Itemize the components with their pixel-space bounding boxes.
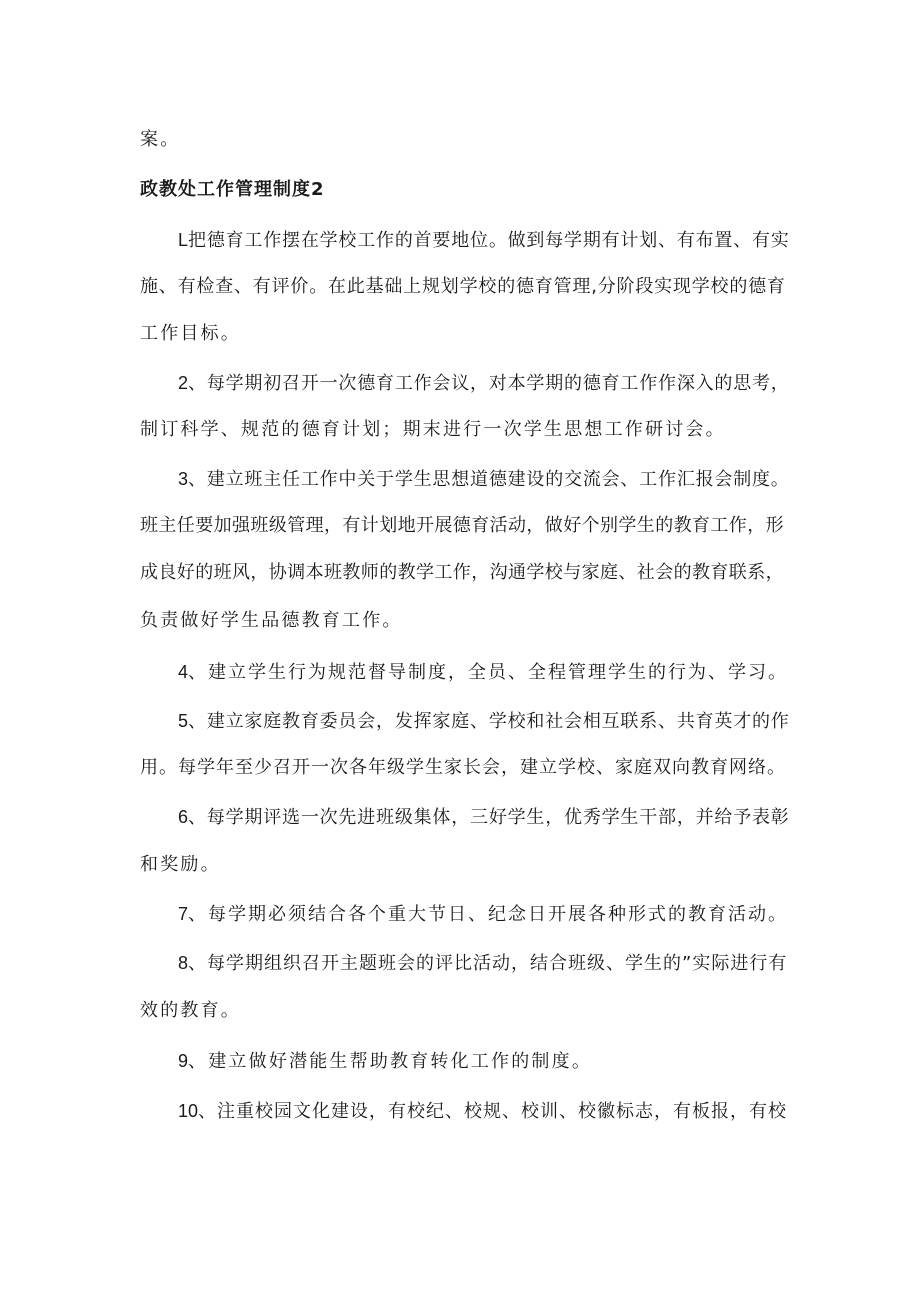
- item-1-line-3: 工作目标。: [140, 323, 241, 344]
- item-number: 5: [178, 711, 189, 731]
- item-text: 、建立家庭教育委员会，发挥家庭、学校和社会相互联系、共育英才的作: [188, 711, 790, 732]
- item-text: 、每学期必须结合各个重大节日、纪念日开展各种形式的教育活动。: [188, 904, 789, 925]
- item-number: 10: [178, 1101, 199, 1121]
- item-6-line-2: 和奖励。: [140, 854, 221, 875]
- item-8-line-2: 效的教育。: [140, 1000, 241, 1021]
- item-text: 、注重校园文化建设，有校纪、校规、校训、校徽标志，有板报，有校: [198, 1101, 788, 1122]
- item-number: 8: [178, 953, 189, 973]
- item-text: 、建立做好潜能生帮助教育转化工作的制度。: [188, 1051, 593, 1072]
- item-number: 9: [178, 1051, 189, 1071]
- section-title: 政教处工作管理制度2: [140, 179, 325, 200]
- item-2-line-1: [178, 371, 790, 396]
- item-3-line-1: [178, 467, 790, 492]
- item-text: 、每学期组织召开主题班会的评比活动，结合班级、学生的”实际进行有: [188, 953, 788, 974]
- item-1-line-1: [178, 228, 790, 253]
- item-3-line-3: 成良好的班风，协调本班教师的教学工作，沟通学校与家庭、社会的教育联系，: [140, 562, 784, 583]
- item-3-line-2: 班主任要加强班级管理，有计划地开展德育活动，做好个别学生的教育工作，形: [140, 515, 784, 536]
- item-7-line-1: [178, 902, 788, 927]
- item-3-line-4: 负责做好学生品德教育工作。: [140, 610, 403, 631]
- item-4-line-1: [178, 660, 788, 685]
- item-5-line-1: [178, 709, 790, 734]
- item-text: 、建立班主任工作中关于学生思想道德建设的交流会、工作汇报会制度。: [188, 469, 790, 490]
- item-number: 4: [178, 662, 189, 682]
- item-number: 7: [178, 904, 189, 924]
- item-10-line-1: [178, 1099, 787, 1124]
- item-number: 2: [178, 373, 189, 393]
- item-text: 、每学期初召开一次德育工作会议，对本学期的德育工作作深入的思考，: [188, 373, 790, 394]
- item-number: L: [178, 230, 189, 250]
- carryover-text: 案。: [140, 129, 181, 150]
- item-number: 3: [178, 469, 189, 489]
- item-9-line-1: [178, 1049, 592, 1074]
- item-5-line-2: 用。每学年至少召开一次各年级学生家长会，建立学校、家庭双向教育网络。: [140, 757, 786, 778]
- item-text: 、建立学生行为规范督导制度，全员、全程管理学生的行为、学习。: [188, 662, 789, 683]
- item-1-line-2: 施、有检查、有评价。在此基础上规划学校的德育管理,分阶段实现学校的德育: [140, 276, 786, 297]
- item-2-line-2: 制订科学、规范的德育计划；期末进行一次学生思想工作研讨会。: [140, 419, 726, 440]
- item-8-line-1: [178, 951, 787, 976]
- item-text: 、每学期评选一次先进班级集体，三好学生，优秀学生干部，并给予表彰: [188, 807, 790, 828]
- item-number: 6: [178, 807, 189, 827]
- item-6-line-1: [178, 805, 790, 830]
- item-text: 把德育工作摆在学校工作的首要地位。做到每学期有计划、有布置、有实: [188, 230, 790, 251]
